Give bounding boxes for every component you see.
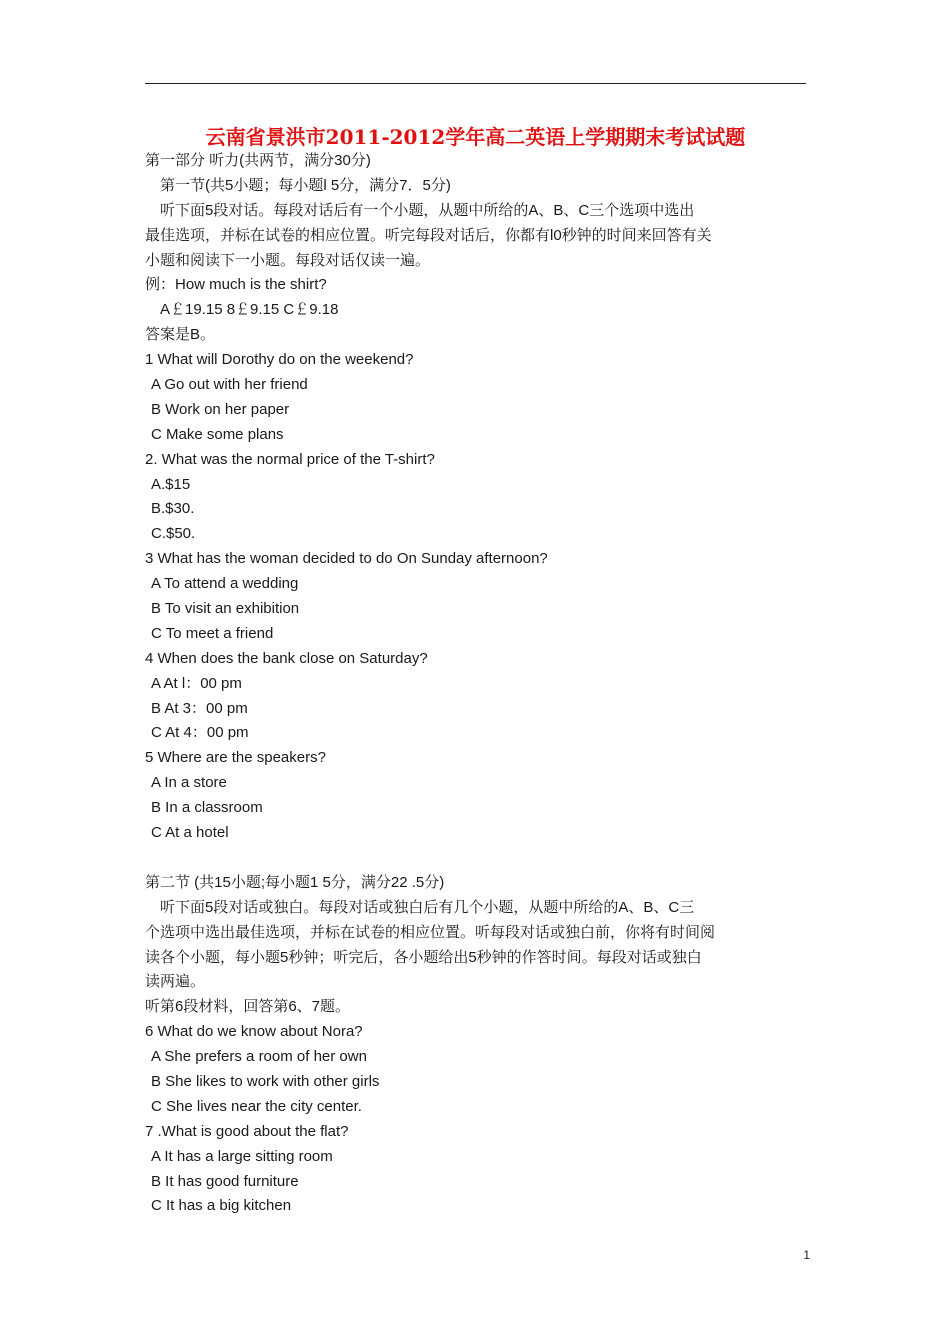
option: B She likes to work with other girls xyxy=(151,1072,380,1090)
option: A At l：00 pm xyxy=(151,674,242,692)
question: 1 What will Dorothy do on the weekend? xyxy=(145,351,414,369)
instruction-text: 最佳选项，并标在试卷的相应位置。听完每段对话后，你都有l0秒钟的时间来回答有关 xyxy=(145,226,712,244)
option: C At 4：00 pm xyxy=(151,724,249,742)
section-heading: 第一部分 听力(共两节，满分30分) xyxy=(145,152,371,169)
question: 5 Where are the speakers? xyxy=(145,749,326,767)
instruction-text: 听下面5段对话或独白。每段对话或独白后有几个小题，从题中所给的A、B、C三 xyxy=(160,898,695,916)
question: 2. What was the normal price of the T-shirt? xyxy=(145,450,435,468)
page-number: 1 xyxy=(803,1248,810,1262)
material-instruction: 听第6段材料，回答第6、7题。 xyxy=(145,998,351,1016)
instruction-text: 读各个小题，每小题5秒钟；听完后，各小题给出5秒钟的作答时间。每段对话或独白 xyxy=(145,948,702,966)
option: B At 3：00 pm xyxy=(151,699,248,717)
blank-line xyxy=(145,846,810,871)
option: A Go out with her friend xyxy=(151,376,308,394)
option: C It has a big kitchen xyxy=(151,1197,292,1215)
header-rule xyxy=(145,83,806,84)
example-answer: 答案是B。 xyxy=(145,326,216,344)
document-body xyxy=(145,149,810,1219)
question: 3 What has the woman decided to do On Sunday afternoon? xyxy=(145,550,548,568)
option: B Work on her paper xyxy=(151,400,290,418)
instruction-text: 读两遍。 xyxy=(145,973,206,991)
example-question: 例：How much is the shirt? xyxy=(145,276,327,294)
subsection-heading: 第一节(共5小题；每小题l 5分，满分7．5分) xyxy=(160,176,451,194)
option: A.$15 xyxy=(151,475,191,493)
option: A In a store xyxy=(151,774,227,792)
option: B It has good furniture xyxy=(151,1172,299,1190)
option: A It has a large sitting room xyxy=(151,1147,333,1165)
option: B To visit an exhibition xyxy=(151,600,300,618)
option: A She prefers a room of her own xyxy=(151,1048,367,1066)
instruction-text: 个选项中选出最佳选项，并标在试卷的相应位置。听每段对话或独白前，你将有时间阅 xyxy=(145,923,716,941)
document-title: 云南省景洪市2011-2012学年高二英语上学期期末考试试题 xyxy=(205,125,746,149)
instruction-text: 听下面5段对话。每段对话后有一个小题，从题中所给的A、B、C三个选项中选出 xyxy=(160,201,695,219)
option: C To meet a friend xyxy=(151,624,274,642)
subsection-heading: 第二节 (共15小题;每小题1 5分，满分22 .5分) xyxy=(145,873,445,891)
instruction-text: 小题和阅读下一小题。每段对话仅读一遍。 xyxy=(145,251,431,269)
option: B.$30. xyxy=(151,500,195,518)
option: A To attend a wedding xyxy=(151,575,299,593)
option: C She lives near the city center. xyxy=(151,1097,362,1115)
option: B In a classroom xyxy=(151,799,263,817)
question: 7 .What is good about the flat? xyxy=(145,1122,349,1140)
option: C.$50. xyxy=(151,525,196,543)
question: 6 What do we know about Nora? xyxy=(145,1023,363,1041)
example-options: A￡19.15 8￡9.15 C￡9.18 xyxy=(160,301,339,319)
option: C Make some plans xyxy=(151,425,284,443)
option: C At a hotel xyxy=(151,824,229,842)
question: 4 When does the bank close on Saturday? xyxy=(145,649,428,667)
